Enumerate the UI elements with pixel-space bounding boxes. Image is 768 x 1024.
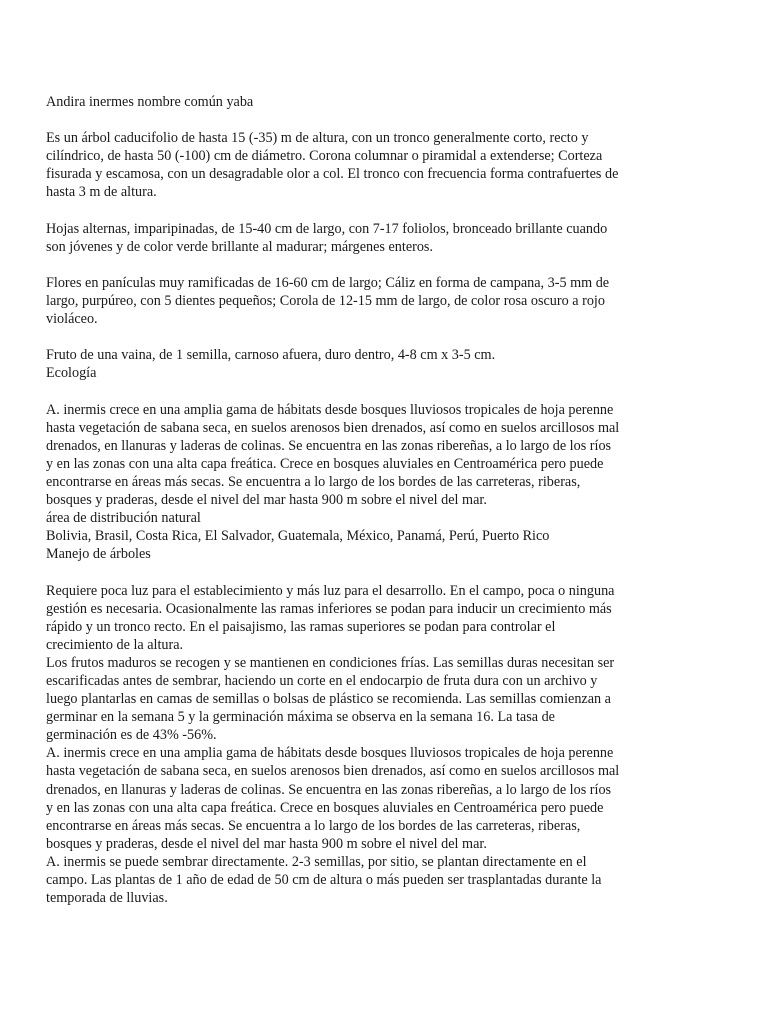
hojas-line: son jóvenes y de color verde brillante al madurar; márgenes enteros. — [46, 238, 433, 255]
manejo-line: Requiere poca luz para el establecimiento y más luz para el desarrollo. En el campo, poca o ninguna — [46, 582, 615, 599]
document-title: Andira inermes nombre común yaba — [46, 94, 254, 110]
manejo-paragraph — [46, 582, 736, 908]
intro-line: Es un árbol caducifolio de hasta 15 (-35) m de altura, con un tronco generalmente corto, recto y — [46, 130, 589, 147]
manejo-line: A. inermis crece en una amplia gama de hábitats desde bosques lluviosos tropicales de hoja perenne — [46, 745, 614, 762]
intro-line: hasta 3 m de altura. — [46, 184, 157, 201]
manejo-line: encontrarse en áreas más secas. Se encuentra a lo largo de los bordes de las carreteras, riberas, — [46, 817, 581, 834]
fruto-paragraph: Fruto de una vaina, de 1 semilla, carnoso afuera, duro dentro, 4-8 cm x 3-5 cm. — [46, 347, 496, 364]
manejo-line: A. inermis se puede sembrar directamente. 2-3 semillas, por sitio, se plantan directamente en el — [46, 853, 587, 870]
intro-paragraph — [46, 129, 736, 201]
intro-line: fisurada y escamosa, con un desagradable olor a col. El tronco con frecuencia forma contrafuertes de — [46, 166, 619, 183]
ecologia-line: hasta vegetación de sabana seca, en suelos arenosos bien drenados, así como en suelos arcillosos mal — [46, 419, 620, 436]
document-page — [46, 93, 736, 907]
manejo-line: gestión es necesaria. Ocasionalmente las ramas inferiores se podan para inducir un crecimiento más — [46, 600, 612, 617]
manejo-line: drenados, en llanuras y laderas de colinas. Se encuentra en las zonas ribereñas, a lo largo de los ríos — [46, 781, 612, 798]
ecologia-line: encontrarse en áreas más secas. Se encuentra a lo largo de los bordes de las carreteras, riberas, — [46, 473, 581, 490]
paragraph-gap — [46, 328, 736, 346]
paragraph-gap — [46, 111, 736, 129]
manejo-line: bosques y praderas, desde el nivel del mar hasta 900 m sobre el nivel del mar. — [46, 835, 487, 852]
manejo-line: escarificadas antes de sembrar, haciendo un corte en el endocarpio de fruta dura con un archivo y — [46, 673, 598, 689]
intro-line: cilíndrico, de hasta 50 (-100) cm de diámetro. Corona columnar o piramidal a extenderse; Corteza — [46, 148, 603, 165]
manejo-line: Los frutos maduros se recogen y se mantienen en condiciones frías. Las semillas duras necesitan ser — [46, 654, 615, 671]
paragraph-gap — [46, 202, 736, 220]
manejo-line: germinar en la semana 5 y la germinación máxima se observa en la semana 16. La tasa de — [46, 709, 555, 726]
ecologia-line: drenados, en llanuras y laderas de colinas. Se encuentra en las zonas ribereñas, a lo largo de los ríos — [46, 437, 612, 454]
flores-paragraph — [46, 274, 736, 328]
paragraph-gap — [46, 256, 736, 274]
paragraph-gap — [46, 563, 736, 581]
ecologia-line: y en las zonas con una alta capa freática. Crece en bosques aluviales en Centroamérica pero puede — [46, 455, 604, 472]
manejo-line: germinación es de 43% -56%. — [46, 727, 217, 744]
manejo-line: y en las zonas con una alta capa freática. Crece en bosques aluviales en Centroamérica pero puede — [46, 799, 604, 816]
paragraph-gap — [46, 383, 736, 401]
flores-line: Flores en panículas muy ramificadas de 16-60 cm de largo; Cáliz en forma de campana, 3-5 mm de — [46, 274, 610, 291]
manejo-line: temporada de lluvias. — [46, 890, 168, 907]
ecologia-paragraph — [46, 401, 736, 510]
flores-line: violáceo. — [46, 311, 98, 328]
ecologia-line: A. inermis crece en una amplia gama de hábitats desde bosques lluviosos tropicales de hoja perenne — [46, 401, 614, 418]
distribucion-heading: área de distribución natural — [46, 510, 201, 527]
hojas-paragraph — [46, 220, 736, 256]
manejo-line: crecimiento de la altura. — [46, 636, 184, 653]
manejo-line: hasta vegetación de sabana seca, en suelos arenosos bien drenados, así como en suelos arcillosos mal — [46, 763, 620, 780]
ecologia-line: bosques y praderas, desde el nivel del mar hasta 900 m sobre el nivel del mar. — [46, 492, 487, 509]
manejo-line: rápido y un tronco recto. En el paisajismo, las ramas superiores se podan para controlar el — [46, 618, 556, 635]
manejo-heading: Manejo de árboles — [46, 546, 151, 563]
ecologia-heading: Ecología — [46, 365, 97, 382]
hojas-line: Hojas alternas, imparipinadas, de 15-40 cm de largo, con 7-17 foliolos, bronceado brillante cuando — [46, 220, 608, 237]
manejo-line: campo. Las plantas de 1 año de edad de 50 cm de altura o más pueden ser trasplantadas durante la — [46, 872, 602, 889]
flores-line: largo, purpúreo, con 5 dientes pequeños; Corola de 12-15 mm de largo, de color rosa oscuro a rojo — [46, 293, 605, 310]
distribucion-countries: Bolivia, Brasil, Costa Rica, El Salvador, Guatemala, México, Panamá, Perú, Puerto Rico — [46, 528, 550, 545]
manejo-line: luego plantarlas en camas de semillas o bolsas de plástico se recomienda. Las semillas comienzan a — [46, 691, 611, 708]
